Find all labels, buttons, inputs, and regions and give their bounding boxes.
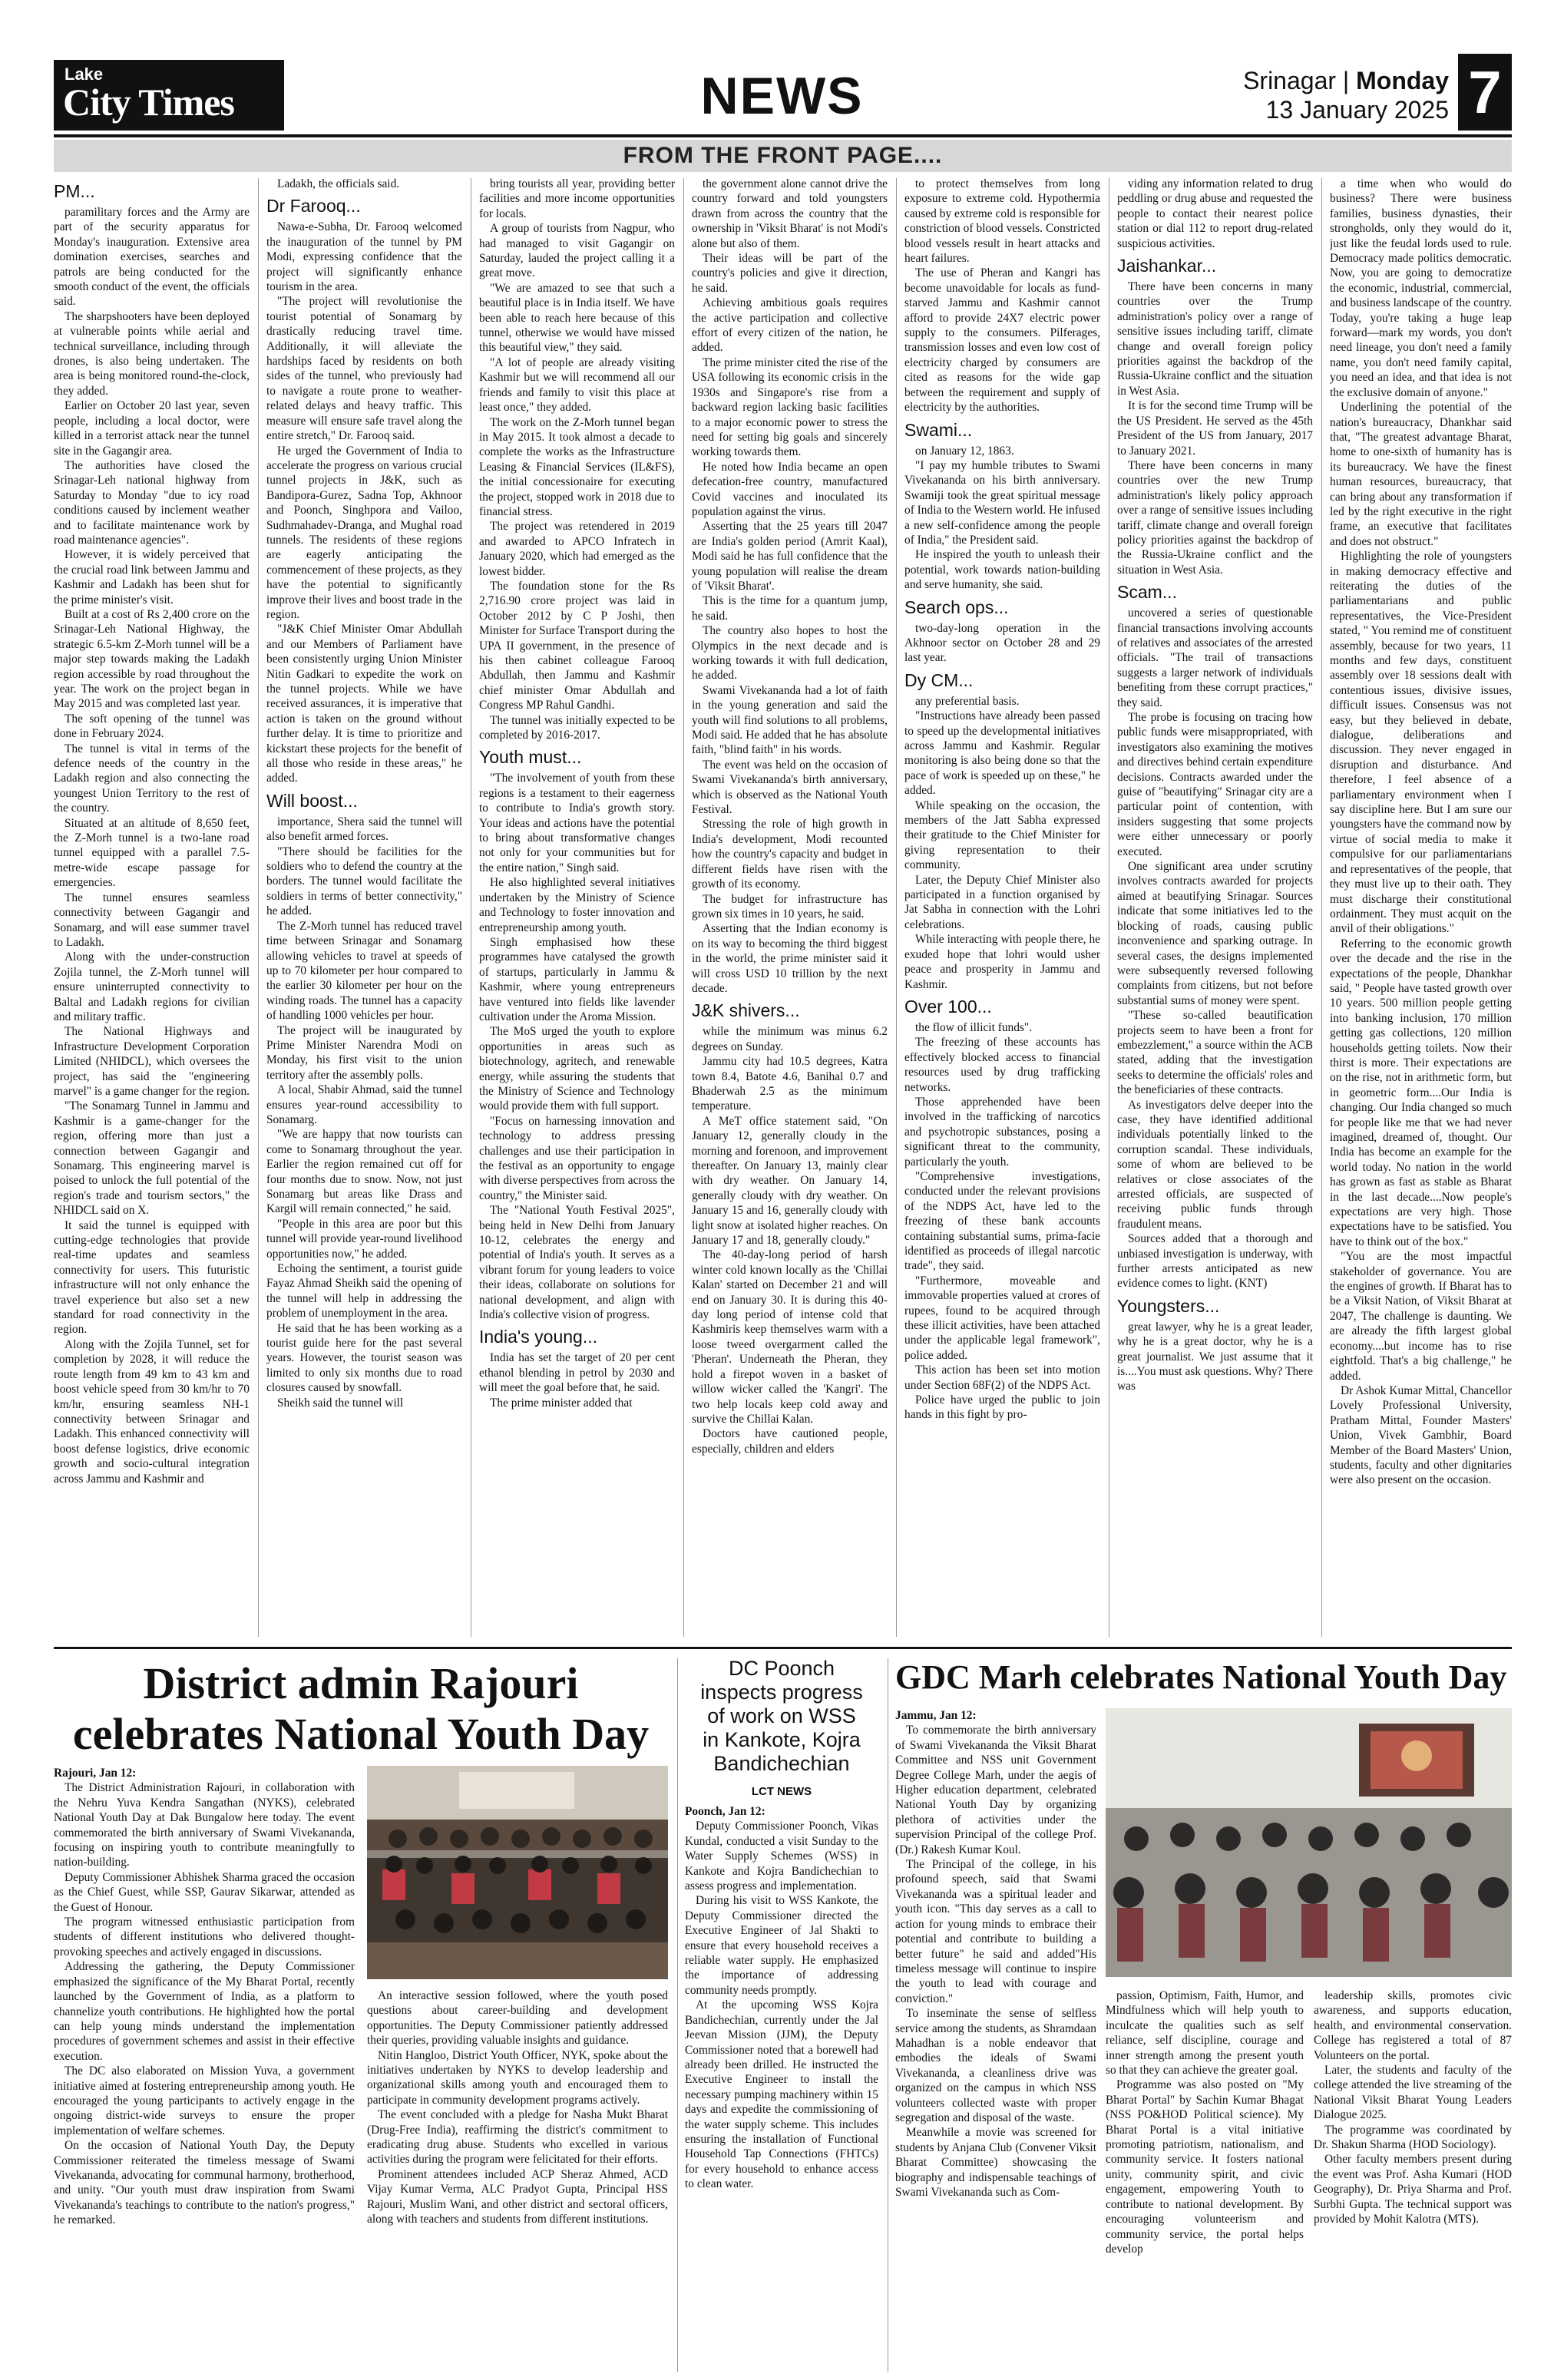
paragraph: One significant area under scrutiny involves contracts awarded for projects aimed at beautifying Srinagar. Sources indicate that some initiatives led to the blocking of roads, causing public inconvenience and sparking outrage. In several cases, the designs implemented were subsequently reversed following complaints from citizens, but not before substantial sums of money were spent.: [1117, 860, 1313, 1007]
paragraph: on January 12, 1863.: [915, 444, 1014, 458]
paragraph: Jammu city had 10.5 degrees, Katra town 8.4, Batote 4.6, Banihal 0.7 and Bhaderwah 2.5 as the minimum temperature.: [692, 1055, 888, 1113]
header-rule: [54, 134, 1512, 137]
paragraph: The event was held on the occasion of Swami Vivekananda's birth anniversary, which is observed as the National Youth Festival.: [692, 758, 888, 817]
paragraph: The National Highways and Infrastructure Development Corporation Limited (NHIDCL), which oversees the project, has said the "engineering marvel" is a game changer for the region.: [54, 1025, 250, 1098]
continuation-head-search: Search ops...: [904, 597, 1009, 617]
paragraph: He said that he has been working as a tourist guide here for the past several years. However, the tourist season was limited to only six months due to road closures caused by snowfall.: [266, 1321, 462, 1395]
paragraph: Stressing the role of high growth in India's development, Modi recounted how the country's capacity and budget in different fields have risen with the growth of its economy.: [692, 818, 888, 891]
gdc-dateline: Jammu, Jan 12:: [895, 1709, 977, 1722]
paragraph: The budget for infrastructure has grown six times in 10 years, he said.: [692, 892, 888, 921]
column-5: [904, 177, 1100, 1635]
paragraph: paramilitary forces and the Army are part of the security apparatus for Monday's inauguration. Extensive area domination exercises, searches and patrols are being conducted for the smooth conduct of the event, the officials said.: [54, 206, 250, 309]
paragraph: Police have urged the public to join hands in this fight by pro-: [904, 1393, 1100, 1422]
paragraph: Along with the Zojila Tunnel, set for completion by 2028, it will reduce the route length from 49 km to 43 km and boost vehicle speed from 30 km/hr to 70 km/hr, ensuring seamless NH-1 connectivity between Srinagar and Ladakh. This enhanced connectivity will boost defense logistics, drive economic growth and socio-cultural integration across Jammu and Kashmir and: [54, 1337, 250, 1486]
paragraph: A group of tourists from Nagpur, who had managed to visit Gagangir on Saturday, lauded the project calling it a great move.: [479, 222, 675, 280]
paragraph: Asserting that the 25 years till 2047 are India's golden period (Amrit Kaal), Modi said he has full confidence that the young population will realise the dream of 'Viksit Bharat'.: [692, 520, 888, 593]
paragraph: importance, Shera said the tunnel will also benefit armed forces.: [266, 815, 462, 844]
paragraph: The DC also elaborated on Mission Yuva, a government initiative aimed at fostering entrepreneurship among youth. He encouraged the young participants to actively engage in the ongoing district-wide surveys to ensure the proper implementation of welfare schemes.: [54, 2064, 355, 2137]
column-7: [1330, 177, 1512, 1635]
column-1: [54, 177, 250, 1635]
paragraph: The sharpshooters have been deployed at vulnerable points while aerial and technical surveillance, including through drones, is also being undertaken. The area is being monitored round-the-clock, they added.: [54, 309, 250, 398]
gdc-photo-image: [1106, 1708, 1512, 1977]
continuation-head-jaishankar: Jaishankar...: [1117, 256, 1217, 276]
poonch-headline-line5: Bandichechian: [713, 1752, 850, 1775]
paragraph: Achieving ambitious goals requires the active participation and collective effort of every citizen of the nation, he added.: [692, 296, 888, 355]
paragraph: the government alone cannot drive the country forward and told youngsters drawn from across the country that the ownership in 'Viksit Bharat' is not Modi's alone but also of them.: [692, 177, 888, 250]
paragraph: Deputy Commissioner Poonch, Vikas Kundal, conducted a visit Sunday to the Water Supply Schemes (WSS) in Kankote and Kojra Bandichechian to assess progress and implementation.: [685, 1820, 878, 1893]
paragraph: Prominent attendees included ACP Sheraz Ahmed, ACD Vijay Kumar Verma, ALC Pradyot Gupta, Principal HSS Rajouri, Muslim Wani, and other district and sectoral officers, along with teachers and students from different institutions.: [367, 2167, 668, 2226]
rajouri-event-photo: [367, 1766, 668, 1979]
gdc-column-3: [1314, 1988, 1512, 2372]
rajouri-column-2: [367, 1988, 668, 2372]
dateline-city: Srinagar: [1243, 67, 1337, 94]
paragraph: Asserting that the Indian economy is on its way to becoming the third biggest in the world, the prime minister said it will cross USD 10 trillion by the next decade.: [692, 922, 888, 995]
dateline-date: 13 January 2025: [1265, 96, 1449, 124]
paragraph: While interacting with people there, he exuded hope that lohri would usher peace and prosperity in Jammu and Kashmir.: [904, 933, 1100, 991]
paragraph: The program witnessed enthusiastic participation from students of different institutions who delivered thought-provoking speeches and actively engaged in discussions.: [54, 1916, 355, 1959]
paragraph: The programme was coordinated by Dr. Shakun Sharma (HOD Sociology).: [1314, 2123, 1512, 2152]
paragraph: The tunnel ensures seamless connectivity between Gagangir and Sonamarg, and will ease summer travel to Ladakh.: [54, 891, 250, 949]
paragraph: Meanwhile a movie was screened for students by Anjana Club (Convener Viksit Bharat Committee) showcasing the biography and indispensable teachings of Swami Vivekananda such as Com-: [895, 2126, 1096, 2199]
paragraph: Other faculty members present during the event was Prof. Asha Kumari (HOD Geography), Dr. Priya Sharma and Prof. Surbhi Gupta. The technical support was provided by Mohit Kalotra (MTS).: [1314, 2153, 1512, 2226]
poonch-headline-line3: of work on WSS: [707, 1704, 856, 1727]
column-rule: [896, 178, 897, 1637]
paragraph: This action has been set into motion under Section 68F(2) of the NDPS Act.: [904, 1364, 1100, 1392]
paragraph: To commemorate the birth anniversary of Swami Vivekananda the Viksit Bharat Committee and NSS unit Government Degree College Marh, under the aegis of Higher education department, celebrated National Youth Day by organizing plethora of activities under the supervision Principal of the college Prof. (Dr.) Rakesh Kumar Koul.: [895, 1724, 1096, 1856]
masthead-top: Lake: [64, 64, 104, 84]
paragraph: Their ideas will be part of the country's policies and give it direction, he said.: [692, 252, 888, 295]
continuation-head-farooq: Dr Farooq...: [266, 196, 361, 217]
paragraph: Nawa-e-Subha, Dr. Farooq welcomed the inauguration of the tunnel by PM Modi, expressing confidence that the project will significantly enhance tourism in the area.: [266, 220, 462, 294]
continuation-head-dycm: Dy CM...: [904, 669, 974, 690]
paragraph: viding any information related to drug peddling or drug abuse and requested the people to contact their nearest police station or dial 112 to report drug-related suspicious activities.: [1117, 177, 1313, 250]
paragraph: It said the tunnel is equipped with cutting-edge technologies that provide real-time updates and seamless connectivity for users. This futuristic infrastructure will not only enhance the travel experience but also set a new standard for road connectivity in the region.: [54, 1218, 250, 1337]
paragraph: The Z-Morh tunnel has reduced travel time between Srinagar and Sonamarg allowing vehicles to travel at speeds of up to 70 kilometer per hour compared to the earlier 30 kilometer per hour on the winding roads. The tunnel has a capacity of handling 1000 vehicles per hour.: [266, 919, 462, 1023]
paragraph: "We are happy that now tourists can come to Sonamarg throughout the year. Earlier the region remained cut off for four months due to snow. Now, not just Sonamarg but areas like Drass and Kargil will remain connected," he said.: [266, 1128, 462, 1216]
paragraph: The authorities have closed the Srinagar-Leh national highway from Saturday to Monday "due to icy road conditions caused by inclement weather and to facilitate maintenance work by road maintenance agencies".: [54, 458, 250, 547]
paragraph: Highlighting the role of youngsters in making democracy effective and reiterating the duties of the parliamentarians and public representatives, the Vice-President stated, " You remind me of constituent assembly, because for two years, 11 months and few days, constituent assembly over 18 sessions dealt with contentious issues, divisive issues, difficult issues. Consensus was not easy, but they believed in debate, dialogue, deliberations and discussion. They never engaged in disruption and disturbance. And therefore, I feel absence of a parliamentary environment when I say discipline here. But I am sure our youngsters have the command now by virtue of social media to make it compulsive for our parliamentarians and representatives of the people, that they must live up to their oath. They must discharge their constitutional ordainment. They must acquit on the anvil of their obligations.": [1330, 550, 1512, 936]
rajouri-headline: [54, 1658, 668, 1760]
column-2: [266, 177, 462, 1635]
paragraph: A local, Shabir Ahmad, said the tunnel ensures year-round accessibility to Sonamarg.: [266, 1083, 462, 1126]
rajouri-headline-line2: celebrates National Youth Day: [72, 1709, 650, 1759]
paragraph: Earlier on October 20 last year, seven people, including a local doctor, were killed in a terrorist attack near the tunnel site in the Gagangir area.: [54, 399, 250, 458]
paragraph: Addressing the gathering, the Deputy Commissioner emphasized the significance of the My Bharat Portal, recently launched by the Government of India, as a platform to channelize youth contributions. He highlighted how the portal can help young minds understand the implementation procedures of government schemes and assist in their effective execution.: [54, 1960, 355, 2063]
gdc-headline: GDC Marh celebrates National Youth Day: [895, 1658, 1507, 1696]
poonch-headline-line4: in Kankote, Kojra: [703, 1728, 861, 1751]
paragraph: He also highlighted several initiatives undertaken by the Ministry of Science and Technology to foster innovation and entrepreneurship among youth.: [479, 876, 675, 934]
paragraph: There have been concerns in many countries over the new Trump administration's likely policy approach over a range of sensitive issues including tariff, climate change and overall foreign policy priorities against the backdrop of the Russia-Ukraine conflict and the situation in West Asia.: [1117, 458, 1313, 577]
poonch-column: [685, 1804, 878, 2372]
column-rule: [683, 178, 684, 1637]
rajouri-headline-line1: District admin Rajouri: [143, 1658, 579, 1708]
paragraph: As investigators delve deeper into the case, they have identified additional individuals potentially linked to the corruption scandal. These individuals, some of whom are believed to be relatives or close associates of the arrested officials, are suspected of receiving public funds through fraudulent means.: [1117, 1098, 1313, 1231]
paragraph: "A lot of people are already visiting Kashmir but we will recommend all our friends and family to visit this place at least once," they added.: [479, 355, 675, 415]
paragraph: Singh emphasised how these programmes have catalysed the growth of startups, particularly in Jammu & Kashmir, where young entrepreneurs have ventured into fields like lavender cultivation under the Aroma Mission.: [479, 935, 675, 1023]
paragraph: However, it is widely perceived that the crucial road link between Jammu and Kashmir and Ladakh has been shut for the prime minister's visit.: [54, 548, 250, 607]
dateline-day: Monday: [1356, 67, 1449, 94]
paragraph: Along with the under-construction Zojila tunnel, the Z-Morh tunnel will ensure uninterrupted connectivity to Baltal and Ladakh regions for civilian and military traffic.: [54, 950, 250, 1023]
paragraph: The foundation stone for the Rs 2,716.90 crore project was laid in October 2012 by C P Joshi, then Minister for Surface Transport during the UPA II government, in the presence of his then cabinet colleague Farooq Abdullah, then Jammu and Kashmir chief minister Omar Abdullah and Congress MP Rahul Gandhi.: [479, 579, 675, 712]
paragraph: Nitin Hangloo, District Youth Officer, NYK, spoke about the initiatives undertaken by NYKS to develop leadership and organizational skills among youth and encouraged them to participate in community development programs actively.: [367, 2048, 668, 2107]
continuation-head-scam: Scam...: [1117, 582, 1177, 603]
paragraph: It is for the second time Trump will be the US President. He served as the 45th President of the US from January, 2017 to January 2021.: [1117, 399, 1313, 458]
continuation-head-youth: Youth must...: [479, 747, 582, 768]
paragraph: Later, the students and faculty of the college attended the live streaming of the National Viksit Bharat Young Leaders Dialogue 2025.: [1314, 2064, 1512, 2122]
paragraph: uncovered a series of questionable financial transactions involving accounts of relatives and associates of the arrested officials. "The trail of transactions suggests a larger network of individuals benefiting from these corrupt practices," they said.: [1117, 607, 1313, 709]
paragraph: "People in this area are poor but this tunnel will provide year-round livelihood opportunities now," he added.: [266, 1217, 462, 1261]
paragraph: At the upcoming WSS Kojra Bandichechian, currently under the Jal Jeevan Mission (JJM), the Deputy Commissioner noted that a borewell had already been drilled. He instructed the Executive Engineer to install the necessary pumping machinery within 15 days and expedite the commissioning of the water supply scheme. This includes ensuring the installation of Functional Household Tap Connections (FHTCs) for every household to enhance access to clean water.: [685, 1998, 878, 2191]
gdc-column-2: [1106, 1988, 1304, 2372]
paragraph: Dr Ashok Kumar Mittal, Chancellor Lovely Professional University, Pratham Mittal, Founder Masters' Union, Vivek Gambhir, Board Member of the Board Masters' Union, students, faculty and other dignitaries were also present on the occasion.: [1330, 1383, 1512, 1487]
paragraph: while the minimum was minus 6.2 degrees on Sunday.: [692, 1025, 888, 1053]
continuation-head-over: Over 100...: [904, 996, 992, 1016]
paragraph: The tunnel is vital in terms of the defence needs of the country in the Ladakh region and also connecting the youngest Union Territory to the rest of the country.: [54, 742, 250, 815]
continuation-head-swami: Swami...: [904, 419, 973, 440]
paragraph: The work on the Z-Morh tunnel began in May 2015. It took almost a decade to complete the works as the Infrastructure Leasing & Financial Services (IL&FS), the initial concessionaire for executing the project, stopped work in 2018 due to financial stress.: [479, 415, 675, 518]
poonch-headline: [685, 1657, 878, 1776]
bottom-rule: [54, 1647, 1512, 1649]
paragraph: He urged the Government of India to accelerate the progress on various crucial tunnel projects in J&K, such as Bandipora-Gurez, Sadna Top, Akhnoor and Poonch, Singhpora and Vailoo, Sudhmahadev-Dranga, and Mughal road tunnels. The residents of these regions are eagerly anticipating the commencement of these projects, as they have the potential to significantly improve their lives and boost trade in the region.: [266, 444, 462, 621]
poonch-headline-line1: DC Poonch: [728, 1657, 835, 1680]
paragraph: Sources added that a thorough and unbiased investigation is underway, with further arrests anticipated as new evidence comes to light. (KNT): [1117, 1232, 1313, 1291]
paragraph: Those apprehended have been involved in the trafficking of narcotics and psychotropic substances, posing a significant threat to the community, particularly the youth.: [904, 1095, 1100, 1169]
paragraph: Later, the Deputy Chief Minister also participated in a function organised by Jat Sabha in connection with the Lohri celebrations.: [904, 873, 1100, 931]
paragraph: leadership skills, promotes civic awareness, and supports education, health, and environmental conservation. College has registered a total of 87 Volunteers on the portal.: [1314, 1989, 1512, 2062]
poonch-headline-line2: inspects progress: [700, 1681, 863, 1704]
poonch-dateline: Poonch, Jan 12:: [685, 1805, 765, 1818]
paragraph: "J&K Chief Minister Omar Abdullah and our Members of Parliament have been consistently urging Union Minister Nitin Gadkari to expedite the work on the tunnel projects. While we have received assurances, it is imperative that action is taken on the ground without further delay. It is time to prioritize and kickstart these projects for the benefit of all those who reside in these areas," he added.: [266, 623, 462, 785]
paragraph: The Principal of the college, in his profound speech, said that Swami Vivekananda was a spiritual leader and youth icon. "This day serves as a call to action for young minds to embrace their potential and contribute to building a better future" he said and added"His timeless message will continue to inspire the youth to lead with courage and conviction.": [895, 1858, 1096, 2005]
paragraph: "These so-called beautification projects seem to have been a front for embezzlement," a source within the ACB stated, adding that the investigation seeks to determine the officials' roles and the beneficiaries of these contracts.: [1117, 1009, 1313, 1097]
paragraph: Underlining the potential of the nation's bureaucracy, Dhankhar said that, "The greatest advantage Bharat, home to one-sixth of humanity has is its bureaucracy. We have the finest human resources, bureaucracy, that can bring about any transformation if led by the right executive in the right frame, an executive that facilitates and does not obstruct.": [1330, 401, 1512, 548]
paragraph: The 40-day-long period of harsh winter cold known locally as the 'Chillai Kalan' started on December 21 and will end on January 30. It is during this 40-day long period of intense cold that Kashmiris keep themselves warm with a loose tweed overgarment called the 'Pheran'. Underneath the Pheran, they hold a firepot woven in a basket of willow wicker called the 'Kangri'. The two help locals keep cold away and survive the Chillai Kalan.: [692, 1248, 888, 1426]
paragraph: to protect themselves from long exposure to extreme cold. Hypothermia caused by extreme cold is responsible for constriction of blood vessels. Constricted blood vessels result in heart attacks and heart failures.: [904, 177, 1100, 266]
paragraph: passion, Optimism, Faith, Humor, and Mindfulness which will help youth to inculcate the qualities such as self reliance, self discipline, courage and inner strength among the present youth so that they can achieve the greater goal.: [1106, 1989, 1304, 2078]
gdc-column-1: [895, 1708, 1096, 2372]
paragraph: Programme was also posted on "My Bharat Portal" by Sachin Kumar Bhagat (NSS PO&HOD Political science). My Bharat Portal is a vital initiative promoting patriotism, nationalism, and community service. It fosters national unity, community spirit, and civic engagement, empowering Youth to contribute to national development. By encouraging volunteerism and community service, the portal helps develop: [1106, 2078, 1304, 2256]
paragraph: a time when who would do business? There were business families, business dynasties, their strongholds, only they would do it, just like the feudal lords used to rule. Democracy made politics democratic. Now, you are going to democratize the economic, industrial, commercial, and business landscape of the country. Today, you're taking a huge leap forward—mark my words, you don't need lineage, you don't need a family name, you don't need family capital, you need an idea, and that idea is not the exclusive domain of anyone.": [1330, 177, 1512, 399]
poonch-byline: LCT NEWS: [751, 1785, 812, 1798]
paragraph: "There should be facilities for the soldiers who to defend the country at the borders. The tunnel would facilitate the soldiers in terms of better connectivity," he added.: [266, 845, 462, 918]
paragraph: The "National Youth Festival 2025", being held in New Delhi from January 10-12, celebrates the energy and potential of India's youth. It serves as a vibrant forum for young leaders to voice their ideas, collaborate on solutions for national development, and align with India's collective vision of progress.: [479, 1204, 675, 1322]
column-rule: [677, 1658, 678, 2372]
column-rule: [1321, 178, 1322, 1637]
paragraph: This is the time for a quantum jump, he said.: [692, 594, 888, 623]
paragraph: the flow of illicit funds".: [915, 1020, 1033, 1034]
paragraph: The District Administration Rajouri, in collaboration with the Nehru Yuva Kendra Sangathan (NYKS), celebrated National Youth Day at Dak Bungalow here today. The event commemorated the birth anniversary of Swami Vivekananda, focusing on inspiring youth to contribute meaningfully to nation-building.: [54, 1781, 355, 1869]
masthead-main: City Times: [63, 81, 234, 124]
paragraph: The prime minister cited the rise of the USA following its economic crisis in the 1930s and Singapore's rise from a backward region lacking basic facilities to a major economic power to stress the need for setting big goals and sincerely working towards them.: [692, 355, 888, 459]
paragraph: The project will be inaugurated by Prime Minister Narendra Modi on Monday, his first visit to the union territory after the assembly polls.: [266, 1023, 462, 1082]
paragraph: The freezing of these accounts has effectively blocked access to financial resources used by drug trafficking networks.: [904, 1036, 1100, 1094]
paragraph: Ladakh, the officials said.: [277, 177, 400, 190]
paragraph: The use of Pheran and Kangri has become unavoidable for locals as fund-starved Jammu and Kashmir cannot afford to provide 24X7 electric power supply to the consumers. Pilferages, transmission losses and even low cost of electricity charged by consumers are cited as reasons for the wide gap between the requirement and supply of electricity by the authorities.: [904, 266, 1100, 415]
paragraph: A MeT office statement said, "On January 12, generally cloudy in the morning and forenoon, and improvement thereafter. On January 13, mainly clear with dry weather. On January 14, generally cloudy with dry weather. On January 15 and 16, generally cloudy with light snow at isolated higher reaches. On January 17 and 18, generally cloudy.": [692, 1114, 888, 1248]
paragraph: "Focus on harnessing innovation and technology to address pressing challenges and use their participation in the festival as an opportunity to engage with diverse perspectives from across the country," the Minister said.: [479, 1114, 675, 1202]
paragraph: He noted how India became an open defecation-free country, manufactured Covid vaccines and inoculated its population against the virus.: [692, 460, 888, 518]
section-title: NEWS: [700, 67, 864, 125]
gdc-event-photo: [1106, 1708, 1512, 1977]
paragraph: any preferential basis.: [915, 694, 1020, 708]
front-page-strip: FROM THE FRONT PAGE....: [54, 140, 1512, 172]
column-6: [1117, 177, 1313, 1635]
paragraph: Doctors have cautioned people, especially, children and elders: [692, 1427, 888, 1456]
paragraph: The tunnel was initially expected to be completed by 2016-2017.: [479, 713, 675, 742]
paragraph: There have been concerns in many countries over the Trump administration's policy over a range of sensitive issues including tariff, climate change and overall foreign policy priorities against the backdrop of the Russia-Ukraine conflict and the situation in West Asia.: [1117, 280, 1313, 398]
paragraph: While speaking on the occasion, the members of the Jatt Sabha expressed their gratitude to the Chief Minister for giving representation to their community.: [904, 798, 1100, 872]
paragraph: "Comprehensive investigations, conducted under the relevant provisions of the NDPS Act, have led to the freezing of these bank accounts containing substantial sums, prima-facie identified as proceeds of illegal narcotic trade", they said.: [904, 1169, 1100, 1273]
paragraph: Swami Vivekananda had a lot of faith in the young generation and said the youth will find solutions to all problems, Modi said. He added that he has absolute faith, "blind faith" in his words.: [692, 683, 888, 757]
rajouri-column-1: [54, 1766, 355, 2372]
paragraph: The probe is focusing on tracing how public funds were misappropriated, with investigators also examining the motives and directives behind certain expenditure decisions. Contracts awarded under the guise of "beautifying" Srinagar city are a particular point of contention, with insiders suggesting that some projects were either unnecessary or poorly executed.: [1117, 711, 1313, 858]
paragraph: "I pay my humble tributes to Swami Vivekananda on his birth anniversary. Swamiji took the great spiritual message of India to the Western world. He infused a new self-confidence among the people of India," the President said.: [904, 458, 1100, 547]
page-number: 7: [1458, 54, 1512, 131]
paragraph: He inspired the youth to unleash their potential, work towards nation-building and serve humanity, she said.: [904, 548, 1100, 592]
paragraph: bring tourists all year, providing better facilities and more income opportunities for locals.: [479, 177, 675, 220]
paragraph: Referring to the economic growth over the decade and the rise in the expectations of the people, Dhankhar said, " People have tasted growth over 10 years. 500 million people getting into banking inclusion, 170 million getting gas collections, 120 million households getting toilets. Now their thirst is more. Their expectations are on the rise, not in arithmetic form, but in geometric form....Our India is changing. Our India changed so much for people like me that we had never imagined, dreamed of, thought. Our India has become an example for the world today. No nation in the world has grown as fast as stable as Bharat in the last decade....Now people's expectations are very high. Those expectations have to be satisfied. You have to think out of the box.": [1330, 937, 1512, 1248]
continuation-head-willboost: Will boost...: [266, 790, 358, 811]
column-4: [692, 177, 888, 1635]
column-3: [479, 177, 675, 1635]
paragraph: "The project will revolutionise the tourist potential of Sonamarg by drastically reducing travel time. Additionally, it will alleviate the hardships faced by residents on both sides of the tunnel, who previously had to navigate a route prone to weather-related delays and heavy traffic. This measure will ensure safe travel along the entire stretch," Dr. Farooq said.: [266, 295, 462, 443]
rajouri-photo-image: [367, 1766, 668, 1979]
continuation-head-jk: J&K shivers...: [692, 1000, 800, 1021]
paragraph: Echoing the sentiment, a tourist guide Fayaz Ahmad Sheikh said the opening of the tunnel will help in addressing the problem of unemployment in the area.: [266, 1262, 462, 1321]
paragraph: "We are amazed to see that such a beautiful place is in India itself. We have been able to reach here because of this tunnel, otherwise we would have missed this beautiful view," they said.: [479, 281, 675, 355]
paragraph: Built at a cost of Rs 2,400 crore on the Srinagar-Leh National Highway, the strategic 6.5-km Z-Morh tunnel will be a major step towards making the Ladakh region accessible by road throughout the year. The work on the project began in May 2015 and was completed last year.: [54, 607, 250, 711]
paragraph: Sheikh said the tunnel will: [277, 1396, 404, 1410]
paragraph: Deputy Commissioner Abhishek Sharma graced the occasion as the Chief Guest, while SSP, Gaurav Sikarwar, attended as the Guest of Honour.: [54, 1870, 355, 1914]
paragraph: During his visit to WSS Kankote, the Deputy Commissioner directed the Executive Engineer of Jal Shakti to ensure that every household receives a reliable water supply. He emphasized the importance of addressing community needs promptly.: [685, 1894, 878, 1997]
paragraph: "You are the most impactful stakeholder of governance. You are the engines of growth. If Bharat has to be a Viksit Nation, of Viksit Bharat at 2047, The challenge is daunting. We are already the fifth largest global economy....but income has to rise eightfold. That's a big challenge," he added.: [1330, 1250, 1512, 1383]
paragraph: The prime minister added that: [490, 1396, 633, 1410]
paragraph: To inseminate the sense of selfless service among the students, as Shramdaan Mahadhan is a noble endeavor that embodies the ideals of Swami Vivekananda, a cleanliness drive was organized on the campus in which NSS volunteers collected waste with proper segregation and disposal of the waste.: [895, 2007, 1096, 2124]
paragraph: Situated at an altitude of 8,650 feet, the Z-Morh tunnel is a two-lane road tunnel equipped with a parallel 7.5-metre-wide escape passage for emergencies.: [54, 816, 250, 890]
paragraph: The MoS urged the youth to explore opportunities in areas such as biotechnology, agritech, and renewable energy, while assuring the students that the Ministry of Science and Technology would provide them with full support.: [479, 1025, 675, 1113]
paragraph: "The involvement of youth from these regions is a testament to their eagerness to contribute to India's growth story. Your ideas and actions have the potential to bring about transformative changes not only for your communities but for the entire nation," Singh said.: [479, 772, 675, 874]
paragraph: two-day-long operation in the Akhnoor sector on October 28 and 29 last year.: [904, 621, 1100, 665]
paragraph: The project was retendered in 2019 and awarded to APCO Infratech in January 2020, which had emerged as the lowest bidder.: [479, 520, 675, 578]
column-rule: [258, 178, 259, 1637]
paragraph: An interactive session followed, where the youth posed questions about career-building and development opportunities. The Deputy Commissioner patiently addressed their queries, providing valuable insights and guidance.: [367, 1989, 668, 2048]
paragraph: The soft opening of the tunnel was done in February 2024.: [54, 712, 250, 741]
continuation-head-indias: India's young...: [479, 1327, 597, 1347]
continuation-head-youngsters: Youngsters...: [1117, 1295, 1220, 1316]
paragraph: "Instructions have already been passed to speed up the developmental initiatives across Jammu and Kashmir. Regular monitoring is also being done so that the pace of work is speeded up on these," he added.: [904, 709, 1100, 798]
dateline: Srinagar | Monday 13 January 2025: [1243, 67, 1449, 124]
rajouri-dateline: Rajouri, Jan 12:: [54, 1767, 137, 1780]
paragraph: On the occasion of National Youth Day, the Deputy Commissioner reiterated the timeless message of Swami Vivekananda, advocating for communal harmony, brotherhood, and unity. "Our youth must draw inspiration from Swami Vivekananda's teachings to contribute to the nation's progress," he remarked.: [54, 2139, 355, 2227]
paragraph: The country also hopes to host the Olympics in the next decade and is working towards it with full dedication, he added.: [692, 624, 888, 683]
paragraph: "The Sonamarg Tunnel in Jammu and Kashmir is a game-changer for the region, offering more than just a connection between Gagangir and Sonamarg. This engineering marvel is poised to unlock the full potential of the region's trade and tourism sectors," the NHIDCL said on X.: [54, 1099, 250, 1218]
continuation-head-pm: PM...: [54, 181, 95, 201]
paragraph: The event concluded with a pledge for Nasha Mukt Bharat (Drug-Free India), reaffirming the district's commitment to eradicating drug abuse. Students who excelled in various activities during the program were felicitated for their efforts.: [367, 2108, 668, 2167]
paragraph: India has set the target of 20 per cent ethanol blending in petrol by 2030 and will meet the goal before that, he said.: [479, 1351, 675, 1395]
paragraph: "Furthermore, moveable and immovable properties valued at crores of rupees, found to be acquired through these illicit activities, have been attached under the applicable legal framework", police added.: [904, 1274, 1100, 1362]
paragraph: great lawyer, why he is a great leader, why he is a great doctor, why he is a great journalist. We just assume that it is....You must ask questions. Why? There was: [1117, 1320, 1313, 1393]
